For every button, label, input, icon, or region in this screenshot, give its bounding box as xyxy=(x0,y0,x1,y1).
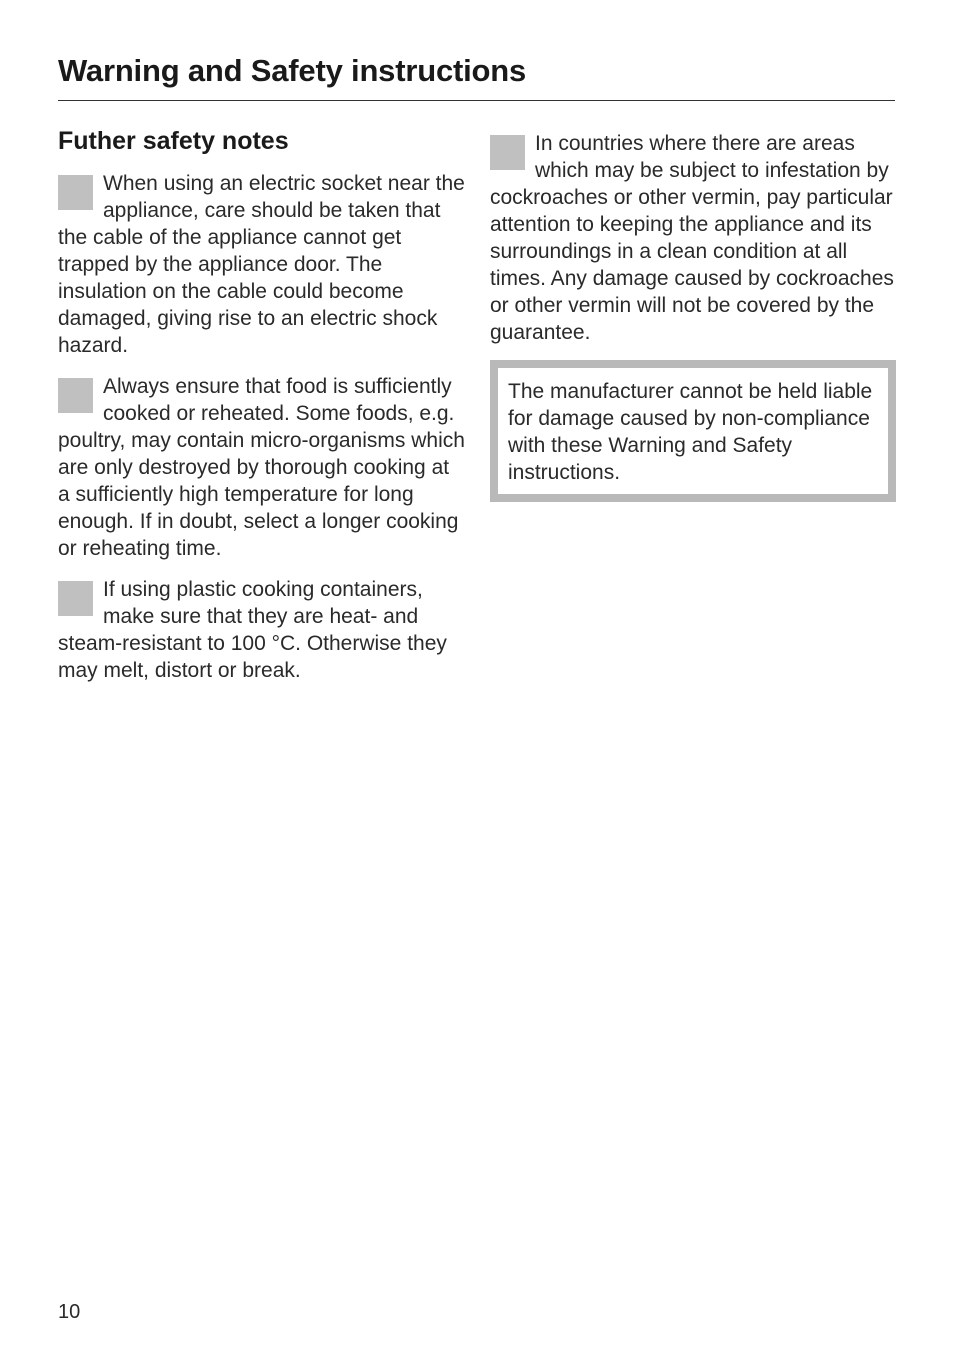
page-number: 10 xyxy=(58,1301,81,1323)
section-heading: Futher safety notes xyxy=(58,127,289,155)
square-bullet-icon xyxy=(58,175,93,210)
note-text: When using an electric socket near the appliance, care should be taken that the cable of the appliance cannot get trapped by the appliance door. The insulation on the cable could become damaged, giving rise to an electric shock hazard. xyxy=(58,172,465,357)
square-bullet-icon xyxy=(58,581,93,616)
note-text: If using plastic cooking containers, make sure that they are heat- and steam-resistant to 100 °C. Otherwise they may melt, distort or break. xyxy=(58,578,447,682)
note-text: Always ensure that food is sufficiently cooked or reheated. Some foods, e.g. poultry, may contain micro-organisms which are only destroyed by thorough cooking at a sufficiently high temperature for long enough. If in doubt, select a longer cooking or reheating time. xyxy=(58,375,465,560)
title-divider xyxy=(58,100,895,101)
safety-note-vermin xyxy=(490,130,896,346)
note-text: In countries where there are areas which may be subject to infestation by cockroaches or other vermin, pay particular attention to keeping the appliance and its surroundings in a clean condition at all times. Any damage caused by cockroaches or other vermin will not be covered by the guarantee. xyxy=(490,132,894,344)
liability-notice-box: The manufacturer cannot be held liable for damage caused by non-compliance with these Warning and Safety instructions. xyxy=(490,360,896,502)
left-column xyxy=(58,126,466,698)
square-bullet-icon xyxy=(58,378,93,413)
safety-note-food-cooking xyxy=(58,373,466,562)
page-title: Warning and Safety instructions xyxy=(58,53,527,88)
right-column xyxy=(490,130,896,502)
safety-note-plastic-containers xyxy=(58,576,466,684)
square-bullet-icon xyxy=(490,135,525,170)
safety-note-electric-socket xyxy=(58,170,466,359)
